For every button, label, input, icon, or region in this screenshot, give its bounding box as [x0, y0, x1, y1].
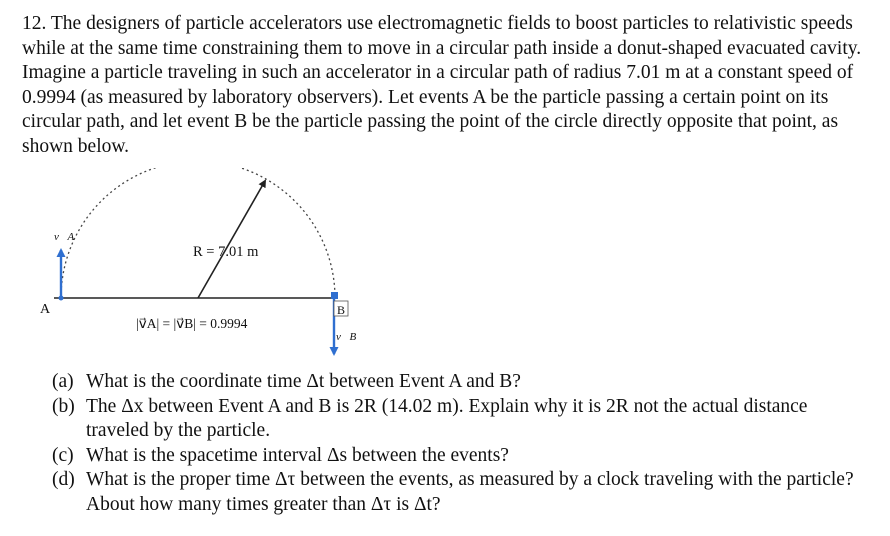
question-text: What is the spacetime interval Δs between the events? [86, 444, 509, 466]
circular-path [61, 168, 335, 298]
question-label: (a) [52, 371, 74, 392]
accelerator-diagram [0, 168, 400, 368]
question-b [52, 395, 872, 444]
point-b-marker [331, 292, 338, 299]
question-d [52, 468, 872, 517]
question-text: What is the coordinate time Δt between Event A and B? [86, 371, 521, 392]
question-label: (b) [52, 395, 75, 417]
question-text: What is the proper time Δτ between the events, as measured by a clock traveling with the particle? About how many times greater than Δτ is Δt? [86, 469, 854, 515]
label-a: A [40, 302, 51, 317]
label-b: B [337, 303, 346, 317]
radius-label: R = 7.01 m [193, 244, 259, 260]
question-c [52, 444, 872, 469]
question-label: (c) [52, 444, 74, 466]
radius-line [198, 181, 265, 298]
problem-statement: 12. The designers of particle accelerators use electromagnetic fields to boost particles to relativistic speeds while at the same time constraining them to move in a circular path inside a donut-shaped evacuated cavity. Imagine a particle traveling in such an accelerator in a circular path of radius 7.01 m at a constant speed of 0.9994 (as measured by laboratory observers). Let events A be the particle passing a certain point on its circular path, and let event B be the particle passing the point of the circle directly opposite that point, as shown below. [22, 13, 862, 157]
question-text: The Δx between Event A and B is 2R (14.02 m). Explain why it is 2R not the actual distance traveled by the particle. [86, 395, 808, 441]
speed-label: |v⃗A| = |v⃗B| = 0.9994 [136, 316, 248, 331]
vector-a-label: v⃗A [54, 231, 75, 243]
question-label: (d) [52, 469, 75, 490]
vector-b-label: v⃗B [336, 331, 357, 343]
question-a [52, 370, 872, 395]
question-list [52, 370, 872, 517]
